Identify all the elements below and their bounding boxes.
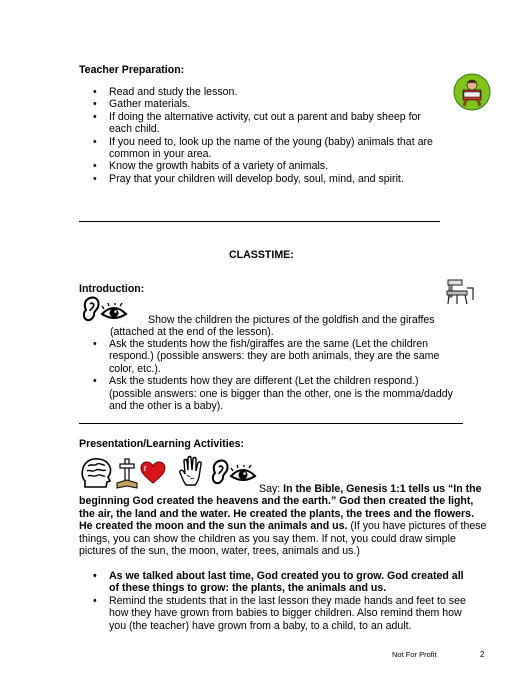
list-item: • Pray that your children will develop body, soul, mind, and spirit. bbox=[93, 173, 441, 185]
list-item: • Ask the students how the fish/giraffes are the same (Let the children respond.) (possible answers: they are both animals, they are the same color, etc.). bbox=[93, 338, 463, 375]
say-label: Say: bbox=[259, 483, 281, 495]
presentation-heading: Presentation/Learning Activities: bbox=[79, 438, 245, 450]
say-paragraph bbox=[79, 483, 489, 557]
divider bbox=[79, 221, 440, 222]
divider bbox=[79, 423, 463, 424]
teacher-prep-heading: Teacher Preparation: bbox=[79, 64, 185, 76]
teacher-prep-list bbox=[93, 86, 441, 185]
intro-first-item: Show the children the pictures of the goldfish and the giraffes (attached at the end of the lesson). bbox=[110, 314, 435, 339]
intro-list bbox=[93, 338, 463, 412]
classtime-heading: CLASSTIME: bbox=[229, 249, 294, 261]
heart-icon bbox=[140, 461, 166, 485]
ear-icon bbox=[81, 295, 101, 323]
list-item: • Ask the students how they are different (Let the children respond.) (possible answers: one is bigger than the other, one is the momma/daddy and the other is a baby). bbox=[93, 375, 463, 412]
page-number: 2 bbox=[480, 650, 485, 659]
introduction-heading: Introduction: bbox=[79, 283, 145, 295]
presentation-list bbox=[93, 570, 468, 632]
reading-person-icon bbox=[452, 72, 492, 112]
footer-label: Not For Profit bbox=[392, 650, 437, 659]
list-item: • Know the growth habits of a variety of animals. bbox=[93, 160, 441, 172]
list-item: • As we talked about last time, God created you to grow. God created all of these things to grow: the plants, the animals and us. bbox=[93, 570, 468, 595]
list-item: • If doing the alternative activity, cut out a parent and baby sheep for each child. bbox=[93, 111, 441, 136]
desk-chair-icon bbox=[445, 278, 475, 306]
list-item: • Remind the students that in the last lesson they made hands and feet to see how they have grown from babies to bigger children. Also remind them how you (the teacher) have grown from a baby, to a child, to an adult. bbox=[93, 595, 468, 632]
list-item: • Gather materials. bbox=[93, 98, 441, 110]
eye-icon bbox=[229, 465, 257, 485]
list-item: • Read and study the lesson. bbox=[93, 86, 441, 98]
ear-icon bbox=[210, 458, 230, 486]
say-bold-text: In the Bible, Genesis 1:1 tells us “In the beginning God created the heavens and the earth.” God then created the light, the air, the land and the water. He created the plants, the trees and the flowers. He created the moon and the sun the animals and us. bbox=[79, 483, 482, 533]
say-normal-text: (If you have pictures of these things, you can show the children as you say them. If not, you could draw simple pictures of the sun, the moon, water, trees, animals and us.) bbox=[79, 520, 487, 558]
list-item: • If you need to, look up the name of the young (baby) animals that are common in your area. bbox=[93, 136, 441, 161]
